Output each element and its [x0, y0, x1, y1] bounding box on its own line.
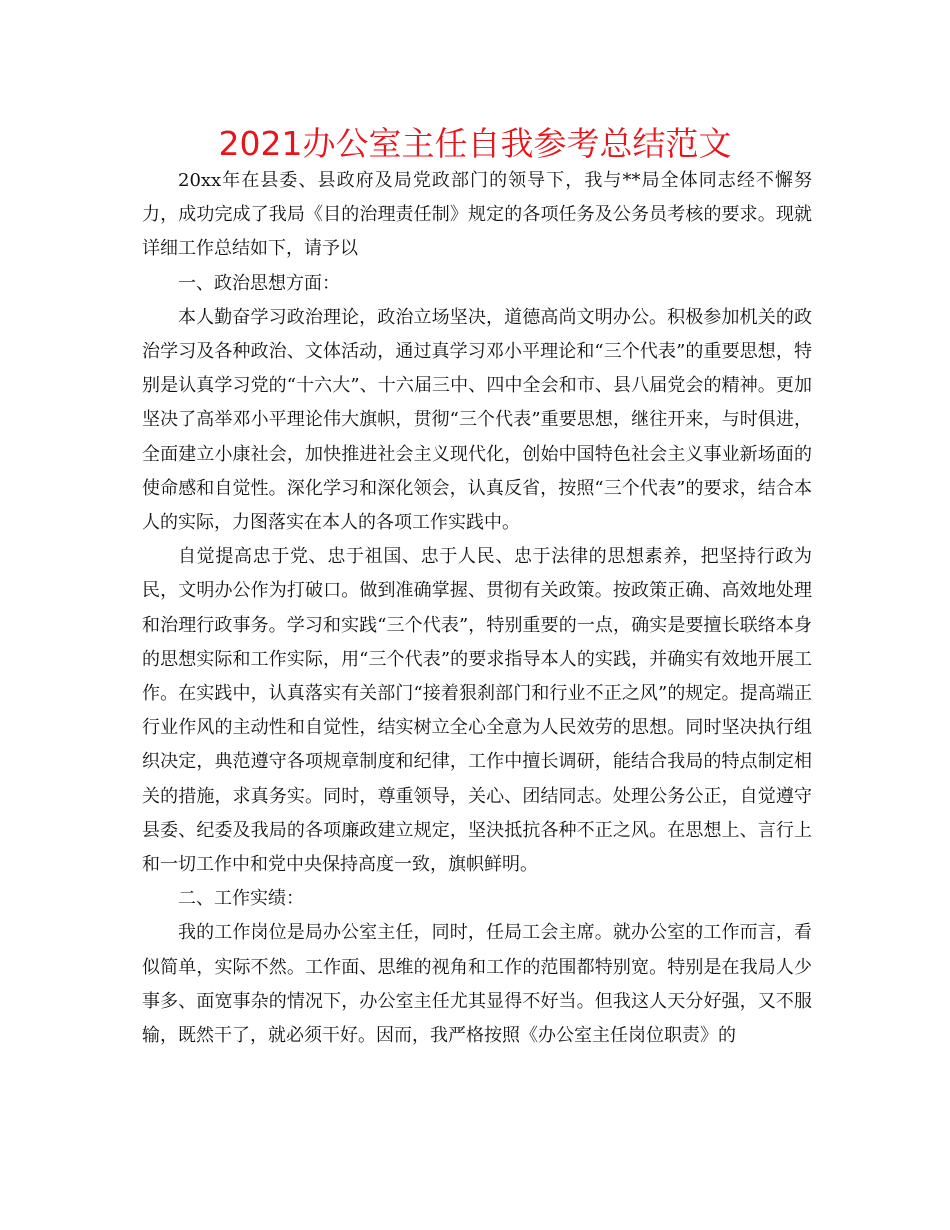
political-paragraph-2: 自觉提高忠于党、忠于祖国、忠于人民、忠于法律的思想素养，把坚持行政为民，文明办公作为打破口。做到准确掌握、贯彻有关政策。按政策正确、高效地处理和治理行政事务。学习和实践“三个代表”，特别重要的一点，确实是要擅长联络本身的思想实际和工作实际，用“三个代表”的要求指导本人的实践，并确实有效地开展工作。在实践中，认真落实有关部门“接着狠刹部门和行业不正之风”的规定。提高端正行业作风的主动性和自觉性，结实树立全心全意为人民效劳的思想。同时坚决执行组织决定，典范遵守各项规章制度和纪律，工作中擅长调研，能结合我局的特点制定相关的措施，求真务实。同时，尊重领导，关心、团结同志。处理公务公正，自觉遵守县委、纪委及我局的各项廉政建立规定，坚決抵抗各种不正之风。在思想上、言行上和一切工作中和党中央保持高度一致，旗帜鲜明。: [142, 546, 812, 876]
work-paragraph-1: 我的工作岗位是局办公室主任，同时，任局工会主席。就办公室的工作而言，看似简单，实际不然。工作面、思维的视角和工作的范围都特别宽。特别是在我局人少事多、面宽事杂的情况下，办公室主任尤其显得不好当。但我这人天分好强，又不服输，既然干了，就必须干好。因而，我严格按照《办公室主任岗位职责》的: [142, 922, 812, 1047]
document-title: 2021办公室主任自我参考总结范文: [218, 124, 732, 163]
political-paragraph-1: 本人勤奋学习政治理论，政治立场坚决，道德高尚文明办公。积极参加机关的政治学习及各种政治、文体活动，通过真学习邓小平理论和“三个代表”的重要思想，特别是认真学习党的“十六大”、十六届三中、四中全会和市、县八届党会的精神。更加坚决了高举邓小平理论伟大旗帜，贯彻“三个代表”重要思想，继往开来，与时俱进，全面建立小康社会，加快推进社会主义现代化，创始中国特色社会主义事业新场面的使命感和自觉性。深化学习和深化领会，认真反省，按照“三个代表”的要求，结合本人的实际，力图落实在本人的各项工作实践中。: [142, 306, 812, 534]
section-heading-political: 一、政治思想方面：: [178, 272, 340, 294]
intro-paragraph: 20xx年在县委、县政府及局党政部门的领导下，我与**局全体同志经不懈努力，成功完成了我局《目的治理责任制》规定的各项任务及公务员考核的要求。现就详细工作总结如下，请予以: [142, 170, 812, 260]
document-body: [142, 164, 812, 1053]
section-heading-work: 二、工作实绩：: [178, 888, 304, 910]
